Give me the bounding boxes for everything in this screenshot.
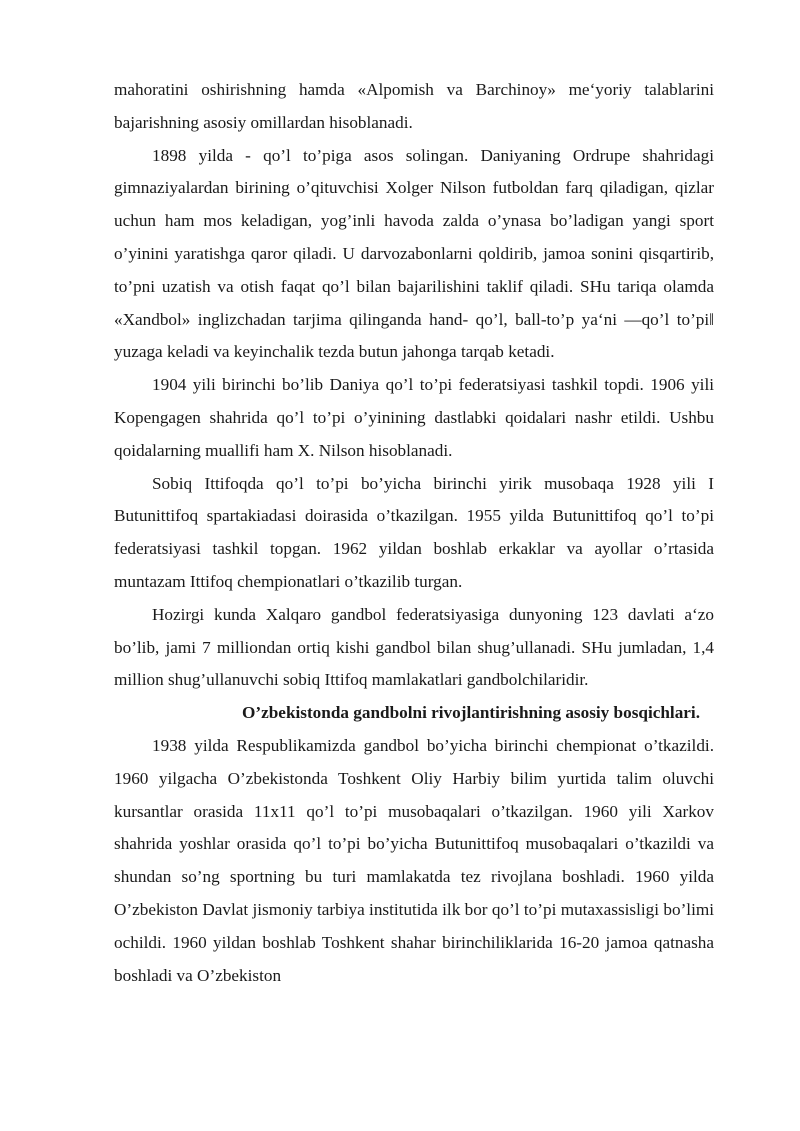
paragraph: 1904 yili birinchi bo’lib Daniya qo’l to’pi federatsiyasi tashkil topdi. 1906 yili Kopengagen shahrida qo’l to’pi o’yinining dastlabki qoidalari nashr etildi. Ushbu qoidalarning muallifi ham X. Nilson hisoblanadi. xyxy=(114,375,714,460)
document-page xyxy=(114,74,714,992)
paragraph: 1898 yilda - qo’l to’piga asos solingan. Daniyaning Ordrupe shahridagi gimnaziyalardan birining o’qituvchisi Xolger Nilson futboldan farq qiladigan, qizlar uchun ham mos keladigan, yog’inli havoda zalda o’ynasa bo’ladigan yangi sport o’yinini yaratishga qaror qiladi. U darvozabonlarni qoldirib, jamoa sonini qisqartirib, to’pni uzatish va otish faqat qo’l bilan bajarilishini taklif qiladi. SHu tariqa olamda «Xandbol» inglizchadan tarjima qilinganda hand- qo’l, ball-to’p ya‘ni ―qo’l to’pi‖ yuzaga keladi va keyinchalik tezda butun jahonga tarqab ketadi. xyxy=(114,145,714,362)
paragraph: mahoratini oshirishning hamda «Alpomish va Barchinoy» me‘yoriy talablarini bajarishning asosiy omillardan hisoblanadi. xyxy=(114,80,714,132)
paragraph: Sobiq Ittifoqda qo’l to’pi bo’yicha birinchi yirik musobaqa 1928 yili I Butunittifoq spartakiadasi doirasida o’tkazilgan. 1955 yilda Butunittifoq qo’l to’pi federatsiyasi tashkil topgan. 1962 yildan boshlab erkaklar va ayollar o’rtasida muntazam Ittifoq chempionatlari o’tkazilib turgan. xyxy=(114,473,714,591)
paragraph: Hozirgi kunda Xalqaro gandbol federatsiyasiga dunyoning 123 davlati a‘zo bo’lib, jami 7 milliondan ortiq kishi gandbol bilan shug’ullanadi. SHu jumladan, 1,4 million shug’ullanuvchi sobiq Ittifoq mamlakatlari gandbolchilaridir. xyxy=(114,604,714,690)
section-heading: O’zbekistonda gandbolni rivojlantirishning asosiy bosqichlari. xyxy=(242,703,700,723)
paragraph: 1938 yilda Respublikamizda gandbol bo’yicha birinchi chempionat o’tkazildi. 1960 yilgacha O’zbekistonda Toshkent Oliy Harbiy bilim yurtida talim oluvchi kursantlar orasida 11x11 qo’l to’pi musobaqalari o’tkazilgan. 1960 yili Xarkov shahrida yoshlar orasida qo’l to’pi bo’yicha Butunittifoq musobaqalari o’tkazildi va shundan so’ng sportning bu turi mamlakatda tez rivojlana boshladi. 1960 yilda O’zbekiston Davlat jismoniy tarbiya institutida ilk bor qo’l to’pi mutaxassisligi bo’limi ochildi. 1960 yildan boshlab Toshkent shahar birinchiliklarida 16-20 jamoa qatnasha boshladi va O’zbekiston xyxy=(114,735,714,985)
